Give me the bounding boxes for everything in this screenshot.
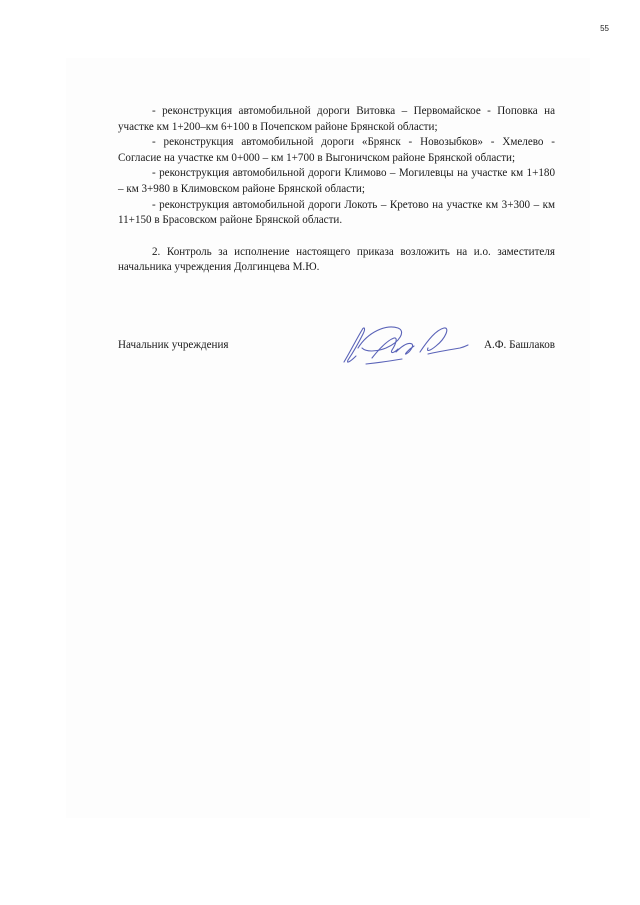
order-body [118, 104, 555, 276]
handwritten-signature-icon [336, 318, 472, 368]
list-item: - реконструкция автомобильной дороги Витовка – Первомайское - Поповка на участке км 1+200–км 6+100 в Почепском районе Брянской области; [118, 105, 555, 133]
signatory-name: А.Ф. Башлаков [483, 339, 555, 351]
list-item: - реконструкция автомобильной дороги «Брянск - Новозыбков» - Хмелево - Согласие на участке км 0+000 – км 1+700 в Выгоничском районе Брянской области; [118, 136, 555, 164]
paragraph-spacer [118, 229, 555, 245]
page-number: 55 [600, 24, 609, 33]
control-clause: 2. Контроль за исполнение настоящего приказа возложить на и.о. заместителя начальника учреждения Долгинцева М.Ю. [118, 245, 555, 274]
list-item: - реконструкция автомобильной дороги Климово – Могилевцы на участке км 1+180 – км 3+980 в Климовском районе Брянской области; [118, 167, 555, 195]
list-item: - реконструкция автомобильной дороги Локоть – Кретово на участке км 3+300 – км 11+150 в Брасовском районе Брянской области. [118, 198, 555, 227]
signatory-position: Начальник учреждения [118, 339, 229, 351]
